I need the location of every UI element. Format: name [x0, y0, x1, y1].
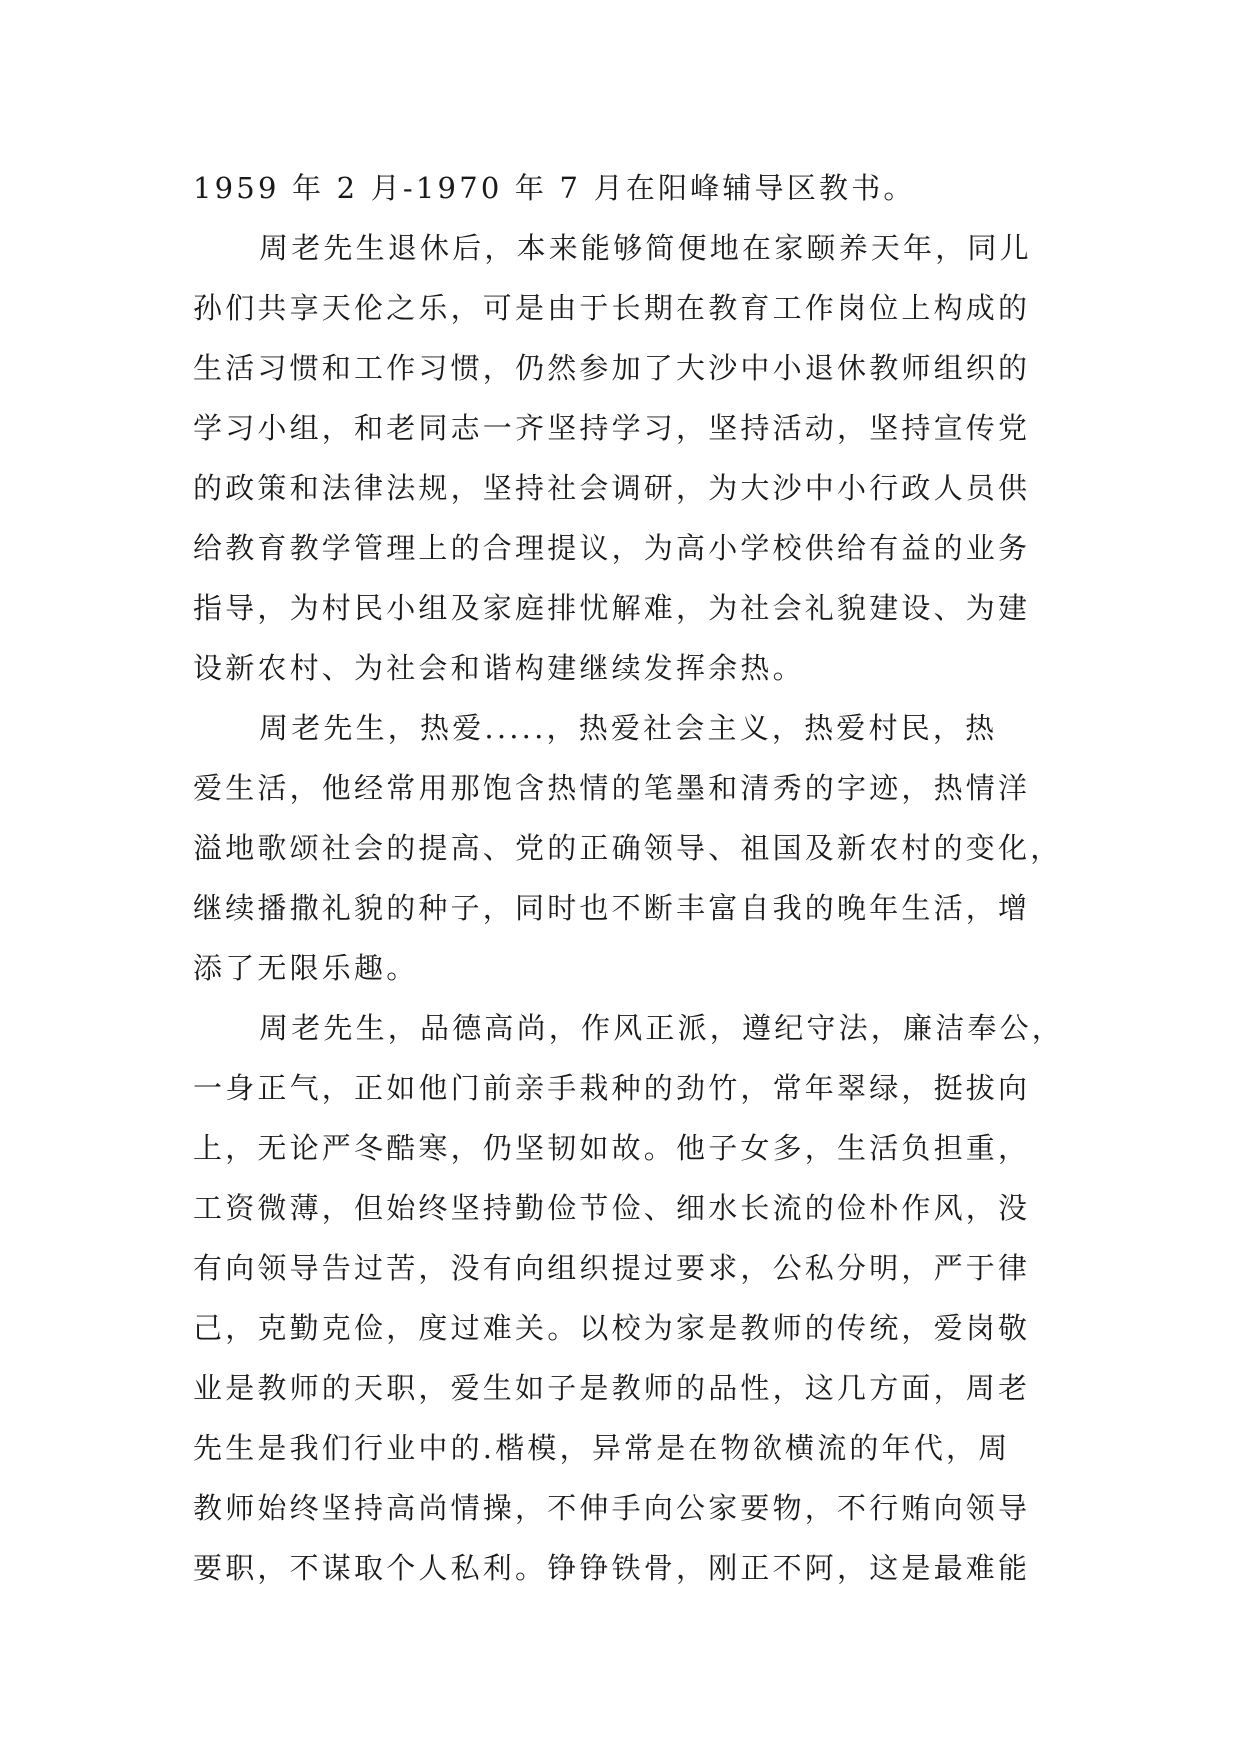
body-text	[193, 158, 1063, 1598]
text-line: 添了无限乐趣。	[193, 951, 419, 985]
text-line: 学习小组，和老同志一齐坚持学习，坚持活动，坚持宣传党	[193, 411, 1031, 445]
text-line: 的政策和法律法规，坚持社会调研，为大沙中小行政人员供	[193, 471, 1031, 505]
text-line: 要职，不谋取个人私利。铮铮铁骨，刚正不阿，这是最难能	[193, 1551, 1031, 1585]
text-line: 有向领导告过苦，没有向组织提过要求，公私分明，严于律	[193, 1251, 1031, 1285]
text-line: 先生是我们行业中的.楷模，异常是在物欲横流的年代，周	[193, 1431, 1011, 1465]
text-line: 设新农村、为社会和谐构建继续发挥余热。	[193, 651, 805, 685]
text-line: 1959 年 2 月-1970 年 7 月在阳峰辅导区教书。	[193, 171, 916, 205]
text-line: 溢地歌颂社会的提高、党的正确领导、祖国及新农村的变化，	[193, 831, 1063, 865]
text-line: 生活习惯和工作习惯，仍然参加了大沙中小退休教师组织的	[193, 351, 1031, 385]
text-line: 孙们共享天伦之乐，可是由于长期在教育工作岗位上构成的	[193, 291, 1031, 325]
text-line: 上，无论严冬酷寒，仍坚韧如故。他子女多，生活负担重，	[193, 1131, 1031, 1165]
paragraph-first-line: 周老先生，品德高尚，作风正派，遵纪守法，廉洁奉公，	[259, 1011, 1065, 1045]
text-line: 工资微薄，但始终坚持勤俭节俭、细水长流的俭朴作风，没	[193, 1191, 1031, 1225]
text-line: 教师始终坚持高尚情操，不伸手向公家要物，不行贿向领导	[193, 1491, 1031, 1525]
text-line: 继续播撒礼貌的种子，同时也不断丰富自我的晚年生活，增	[193, 891, 1031, 925]
text-line: 给教育教学管理上的合理提议，为高小学校供给有益的业务	[193, 531, 1031, 565]
paragraph-first-line: 周老先生，热爱.....，热爱社会主义，热爱村民，热	[259, 711, 998, 745]
text-line: 指导，为村民小组及家庭排忧解难，为社会礼貌建设、为建	[193, 591, 1031, 625]
text-line: 己，克勤克俭，度过难关。以校为家是教师的传统，爱岗敬	[193, 1311, 1031, 1345]
text-line: 一身正气，正如他门前亲手栽种的劲竹，常年翠绿，挺拔向	[193, 1071, 1031, 1105]
text-line: 业是教师的天职，爱生如子是教师的品性，这几方面，周老	[193, 1371, 1031, 1405]
paragraph-first-line: 周老先生退休后，本来能够简便地在家颐养天年，同儿	[259, 231, 1032, 265]
text-line: 爱生活，他经常用那饱含热情的笔墨和清秀的字迹，热情洋	[193, 771, 1031, 805]
